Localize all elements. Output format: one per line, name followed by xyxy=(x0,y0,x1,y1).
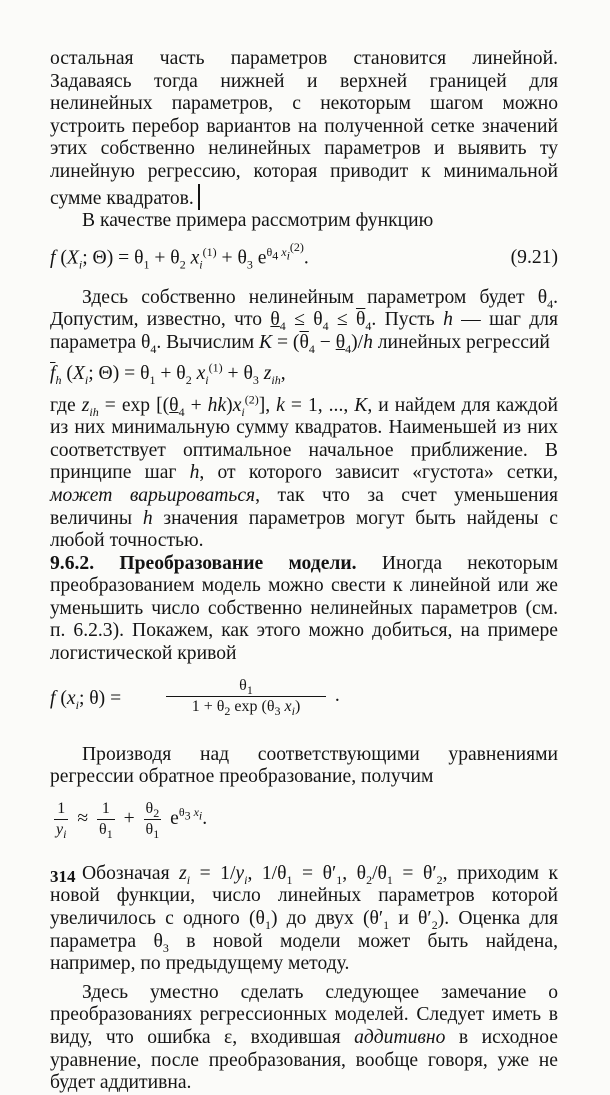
paragraph-3: Здесь собственно нелинейным параметром будет $\theta_4$. Допустим, известно, что $\theta_4 \le \theta_4 \le \overline{\theta}_4$. Пусть h — шаг для параметра $\theta_4$. Вычислим $K = (\overline{\theta}_4 - \theta_4)/h$ линейных регрессий xyxy=(50,286,558,356)
formula-9-21 xyxy=(50,239,558,279)
formula-number: (9.21) xyxy=(510,246,558,268)
formula-logistic-lhs: f ($x_i$; θ) = xyxy=(50,687,122,712)
fraction-denominator: $1 + \theta_2$ $\exp (\theta_3$ $x_i$) xyxy=(191,697,301,718)
formula-9-21-body: f ($X_i$; $\Theta) = \theta_1 + \theta_2$ $x_i^{(1)} + \theta_3$ $e^{\theta_4 x_i^{(2)}}$. xyxy=(50,239,309,272)
page-number: 314 xyxy=(50,867,76,886)
page-body xyxy=(50,48,558,1095)
text-cursor xyxy=(198,184,200,210)
formula-inverse xyxy=(50,797,558,855)
fraction-logistic: $\frac{\theta_1}{1 + \theta_2 \exp (\theta_3 x_i)}$ . xyxy=(162,676,340,717)
formula-fh-body: $\overline{f}_h$ ($X_i$; $\Theta) = \theta_1 + \theta_2$ $x_i^{(1)} + \theta_3$ $z_{ih}$, xyxy=(50,360,286,387)
paragraph-1: остальная часть параметров становится линейной. Задаваясь тогда нижней и верхней границей для нелинейных параметров, с некоторым шагом можно устроить перебор вариантов на полученной сетке значений этих собственно нелинейных параметров и выявить ту линейную регрессию, которая приводит к минимальной сумме квадратов. xyxy=(50,48,558,209)
paragraph-6: Производя над соответствующими уравнениями регрессии обратное преобразование, получим xyxy=(50,743,558,788)
paragraph-4: где $z_{ih} = \exp [(\theta_4 + hk)x_i^{(2)}]$, k = 1, ..., K, и найдем для каждой из них минимальную сумму квадратов. Наименьшей из них соответствует оптимальное начальное приближение. В принципе шаг h, от которого зависит «густота» сетки, может варьироваться, так что за счет уменьшения величины h значения параметров могут быть найдены с любой точностью. xyxy=(50,392,559,552)
paragraph-2: В качестве примера рассмотрим функцию xyxy=(82,210,434,232)
section-title: 9.6.2. Преобразование модели. xyxy=(50,552,357,574)
fraction-numerator: $\theta_1$ xyxy=(166,676,326,697)
formula-fh xyxy=(50,359,558,391)
formula-logistic xyxy=(50,674,558,732)
paragraph-8: Здесь уместно сделать следующее замечание о преобразованиях регрессионных моделей. Следует иметь в виду, что ошибка ε, входившая аддитивно в исходное уравнение, после преобразования, вообще говоря, уже не будет аддитивна. xyxy=(50,981,558,1094)
paragraph-5: 9.6.2. Преобразование модели. Иногда некоторым преобразованием модель можно свести к линейной или же уменьшить число собственно нелинейных параметров (см. п. 6.2.3). Покажем, как этого можно добиться, на примере логистической кривой xyxy=(50,552,558,665)
formula-inverse-body: $\frac{1}{y_i}$ ≈ $\frac{1}{\theta_1}$ + $\frac{\theta_2}{\theta_1}$ $e^{\theta_3 x_i}$. xyxy=(56,799,208,842)
paragraph-7: Обозначая $z_i = 1/y_i$, $1/\theta_1 = \theta'_1$, $\theta_2/\theta_1 = \theta'_2$, приходим к новой функции, число линейных параметров которой увеличилось с одного $(\theta_1)$ до двух ($\theta'_1$ и $\theta'_2$). Оценка для параметра $\theta_3$ в новой модели может быть найдена, например, по предыдущему методу. xyxy=(50,862,559,975)
